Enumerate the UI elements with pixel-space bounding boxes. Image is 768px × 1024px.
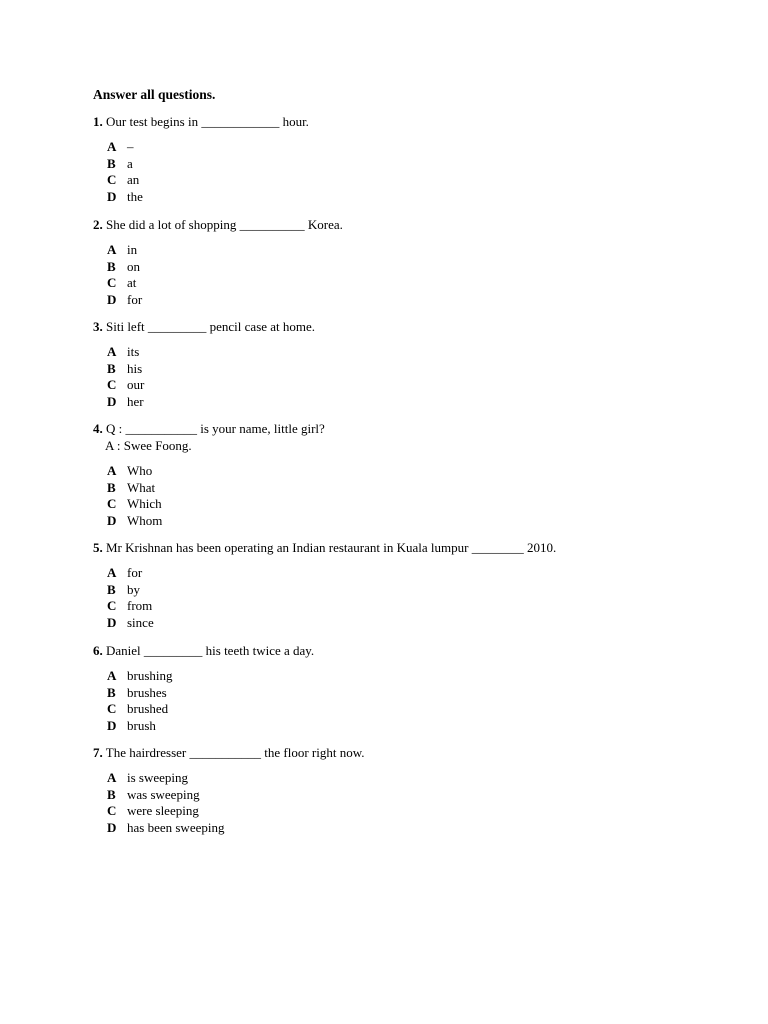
question-2 <box>93 216 733 308</box>
option-letter: B <box>107 360 116 376</box>
option-a <box>107 565 733 582</box>
option-b <box>107 259 733 276</box>
option-list <box>93 242 733 308</box>
question-number: 6. <box>93 643 103 658</box>
instruction-heading: Answer all questions. <box>93 87 216 102</box>
option-letter: C <box>107 598 117 614</box>
answer-line: A : Swee Foong. <box>105 438 192 453</box>
question-text: Our test begins in ____________ hour. <box>106 114 309 129</box>
option-text: – <box>127 139 134 154</box>
option-letter: D <box>107 291 117 307</box>
option-d <box>107 718 733 735</box>
option-c <box>107 275 733 292</box>
option-a <box>107 770 733 787</box>
option-c <box>107 598 733 615</box>
option-d <box>107 394 733 411</box>
question-5 <box>93 539 733 631</box>
question-number: 1. <box>93 114 103 129</box>
option-b <box>107 685 733 702</box>
option-text: the <box>127 188 143 204</box>
option-text: were sleeping <box>127 803 199 819</box>
option-text: Who <box>127 463 153 478</box>
question-text: Mr Krishnan has been operating an Indian restaurant in Kuala lumpur ________ 2010. <box>106 540 557 555</box>
question-text: She did a lot of shopping __________ Korea. <box>106 217 343 232</box>
option-letter: B <box>107 479 116 495</box>
question-text: Siti left _________ pencil case at home. <box>106 319 316 334</box>
option-b <box>107 361 733 378</box>
option-letter: C <box>107 377 117 393</box>
option-text: Which <box>127 496 162 512</box>
option-b <box>107 787 733 804</box>
option-letter: C <box>107 803 117 819</box>
question-text: The hairdresser ___________ the floor right now. <box>105 745 365 760</box>
option-text: at <box>127 275 137 291</box>
question-text-line <box>93 539 733 556</box>
option-letter: A <box>107 344 117 359</box>
option-text: on <box>127 258 140 274</box>
option-text: our <box>127 377 145 393</box>
question-text: Daniel _________ his teeth twice a day. <box>106 643 315 658</box>
option-letter: D <box>107 393 117 409</box>
option-text: brush <box>127 717 156 733</box>
option-text: is sweeping <box>127 770 189 785</box>
option-list <box>93 344 733 410</box>
option-text: her <box>127 393 144 409</box>
option-letter: B <box>107 581 116 597</box>
option-text: from <box>127 598 153 614</box>
question-7 <box>93 744 733 836</box>
option-text: since <box>127 614 154 630</box>
option-text: for <box>127 291 143 307</box>
option-d <box>107 189 733 206</box>
question-text: Q : ___________ is your name, little girl? <box>106 421 325 436</box>
option-text: has been sweeping <box>127 819 225 835</box>
option-list <box>93 668 733 734</box>
option-letter: A <box>107 139 117 154</box>
option-c <box>107 377 733 394</box>
option-letter: A <box>107 565 117 580</box>
option-c <box>107 496 733 513</box>
question-text-line <box>93 216 733 233</box>
option-letter: D <box>107 512 117 528</box>
option-letter: D <box>107 819 117 835</box>
option-letter: B <box>107 155 116 171</box>
option-letter: C <box>107 275 117 291</box>
question-text-line <box>93 113 733 130</box>
question-number: 2. <box>93 217 103 232</box>
question-1 <box>93 113 733 205</box>
option-text: its <box>127 344 140 359</box>
question-number: 4. <box>93 421 103 436</box>
question-3 <box>93 318 733 410</box>
option-text: was sweeping <box>127 786 200 802</box>
question-text-line <box>93 642 733 659</box>
question-6 <box>93 642 733 734</box>
option-c <box>107 803 733 820</box>
option-list <box>93 463 733 529</box>
option-d <box>107 513 733 530</box>
option-letter: A <box>107 463 117 478</box>
option-text: brushes <box>127 684 167 700</box>
option-text: Whom <box>127 512 163 528</box>
option-a <box>107 344 733 361</box>
option-letter: B <box>107 786 116 802</box>
option-letter: C <box>107 496 117 512</box>
option-b <box>107 582 733 599</box>
option-text: an <box>127 172 140 188</box>
option-letter: A <box>107 770 117 785</box>
option-letter: B <box>107 684 116 700</box>
question-number: 3. <box>93 319 103 334</box>
option-letter: D <box>107 614 117 630</box>
option-b <box>107 480 733 497</box>
option-a <box>107 139 733 156</box>
option-text: What <box>127 479 156 495</box>
option-letter: C <box>107 172 117 188</box>
option-letter: A <box>107 668 117 683</box>
option-text: for <box>127 565 143 580</box>
option-a <box>107 242 733 259</box>
option-text: in <box>127 242 138 257</box>
option-a <box>107 463 733 480</box>
question-text-line <box>93 420 733 437</box>
option-letter: A <box>107 242 117 257</box>
option-letter: D <box>107 717 117 733</box>
option-list <box>93 770 733 836</box>
option-d <box>107 292 733 309</box>
option-letter: B <box>107 258 116 274</box>
option-c <box>107 172 733 189</box>
option-list <box>93 565 733 631</box>
question-4 <box>93 420 733 529</box>
option-list <box>93 139 733 205</box>
option-text: a <box>127 155 133 171</box>
option-d <box>107 820 733 837</box>
question-text-line <box>93 744 733 761</box>
question-text-line <box>93 318 733 335</box>
option-text: brushed <box>127 701 169 717</box>
option-a <box>107 668 733 685</box>
question-number: 5. <box>93 540 103 555</box>
option-c <box>107 701 733 718</box>
option-text: his <box>127 360 143 376</box>
question-number: 7. <box>93 745 103 760</box>
option-text: brushing <box>127 668 173 683</box>
option-b <box>107 156 733 173</box>
option-letter: C <box>107 701 117 717</box>
option-letter: D <box>107 188 117 204</box>
option-text: by <box>127 581 140 597</box>
option-d <box>107 615 733 632</box>
